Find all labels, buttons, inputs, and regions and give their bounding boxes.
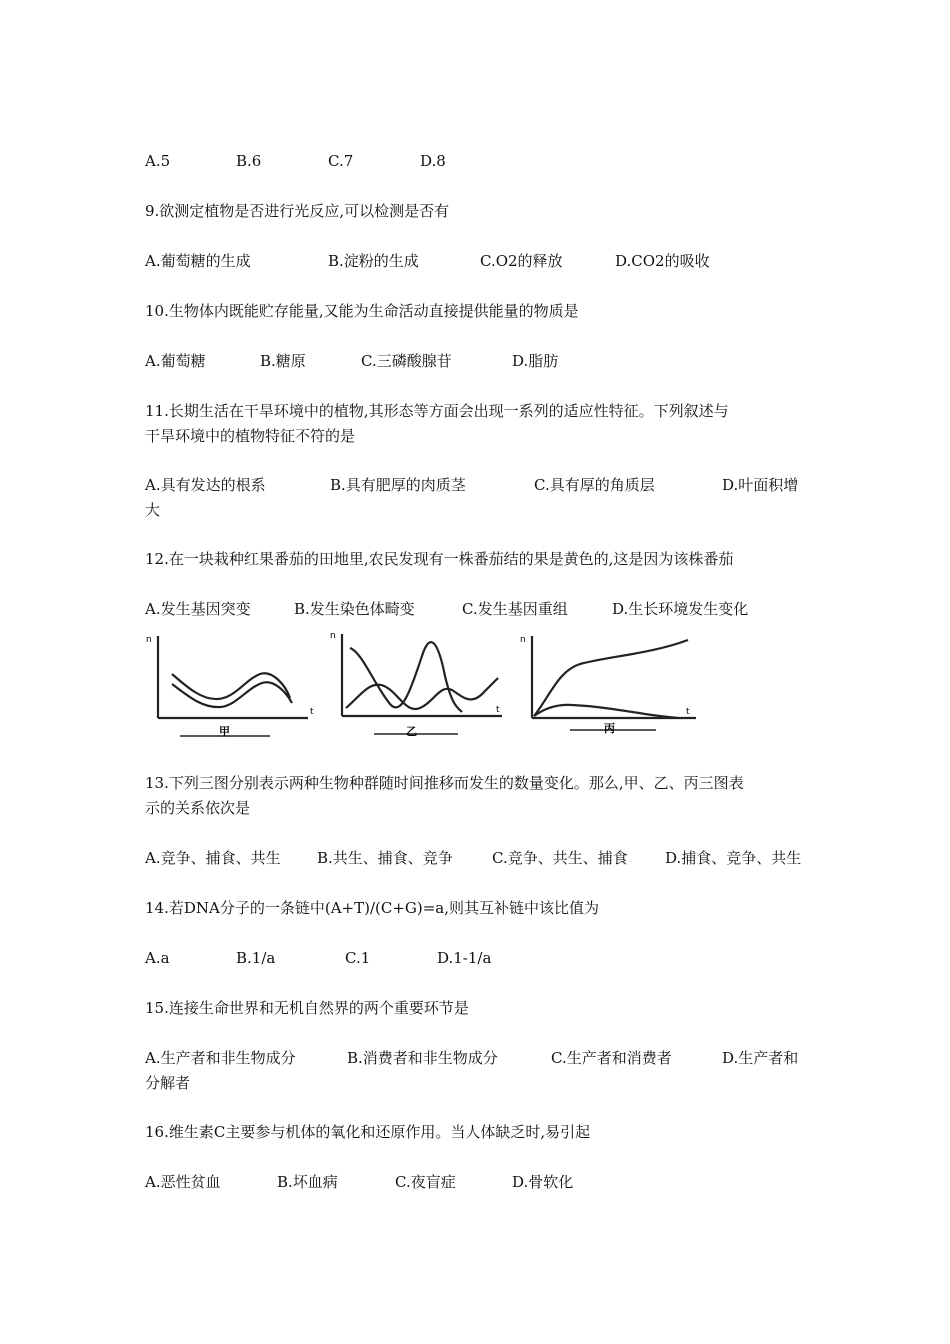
graph-jia-curve-upper bbox=[172, 673, 290, 699]
q14-option-b: B.1/a bbox=[236, 949, 276, 967]
q10-option-d: D.脂肪 bbox=[512, 352, 559, 370]
q16-option-a: A.恶性贫血 bbox=[145, 1173, 221, 1191]
q16-stem: 16.维生素C主要参与机体的氧化和还原作用。当人体缺乏时,易引起 bbox=[145, 1123, 591, 1141]
q11-option-b: B.具有肥厚的肉质茎 bbox=[330, 476, 466, 494]
graph-bing bbox=[520, 635, 696, 735]
q10-option-a: A.葡萄糖 bbox=[145, 352, 206, 370]
q11-option-a: A.具有发达的根系 bbox=[145, 476, 266, 494]
q9-option-b: B.淀粉的生成 bbox=[328, 252, 419, 270]
graph-yi-y-label: n bbox=[330, 631, 336, 641]
q14-option-c: C.1 bbox=[345, 949, 371, 967]
population-graphs bbox=[140, 626, 710, 744]
q11-option-c: C.具有厚的角质层 bbox=[534, 476, 655, 494]
q15-stem: 15.连接生命世界和无机自然界的两个重要环节是 bbox=[145, 999, 469, 1017]
q15-option-c: C.生产者和消费者 bbox=[551, 1049, 672, 1067]
graph-jia bbox=[146, 635, 314, 738]
graph-bing-y-label: n bbox=[520, 635, 526, 645]
q11-option-d-wrap: 大 bbox=[145, 501, 161, 519]
q15-option-b: B.消费者和非生物成分 bbox=[347, 1049, 498, 1067]
q13-stem-line2: 示的关系依次是 bbox=[145, 799, 251, 817]
q16-option-d: D.骨软化 bbox=[512, 1173, 574, 1191]
q13-option-c: C.竞争、共生、捕食 bbox=[492, 849, 628, 867]
q13-option-d: D.捕食、竞争、共生 bbox=[665, 849, 802, 867]
q11-stem-line1: 11.长期生活在干旱环境中的植物,其形态等方面会出现一系列的适应性特征。下列叙述与 bbox=[145, 402, 729, 420]
graph-yi-caption: 乙 bbox=[406, 725, 417, 738]
q14-option-a: A.a bbox=[145, 949, 170, 967]
graph-yi-curve-b bbox=[346, 678, 498, 709]
q8-option-b: B.6 bbox=[236, 152, 262, 170]
q10-stem: 10.生物体内既能贮存能量,又能为生命活动直接提供能量的物质是 bbox=[145, 302, 579, 320]
q9-stem: 9.欲测定植物是否进行光反应,可以检测是否有 bbox=[145, 202, 450, 220]
q9-option-a: A.葡萄糖的生成 bbox=[145, 252, 251, 270]
q10-option-c: C.三磷酸腺苷 bbox=[361, 352, 452, 370]
q15-option-d: D.生产者和 bbox=[722, 1049, 799, 1067]
graph-bing-curve-declining bbox=[534, 705, 678, 718]
graph-yi bbox=[330, 631, 502, 738]
graph-bing-caption: 丙 bbox=[604, 722, 615, 735]
graph-jia-y-label: n bbox=[146, 635, 152, 645]
q15-option-a: A.生产者和非生物成分 bbox=[145, 1049, 296, 1067]
q16-option-b: B.坏血病 bbox=[277, 1173, 338, 1191]
graph-yi-x-label: t bbox=[496, 705, 500, 715]
q13-option-b: B.共生、捕食、竞争 bbox=[317, 849, 453, 867]
q13-stem-line1: 13.下列三图分别表示两种生物种群随时间推移而发生的数量变化。那么,甲、乙、丙三图表 bbox=[145, 774, 744, 792]
q9-option-c: C.O2的释放 bbox=[480, 252, 563, 270]
q12-option-a: A.发生基因突变 bbox=[145, 600, 251, 618]
q12-option-c: C.发生基因重组 bbox=[462, 600, 568, 618]
q16-option-c: C.夜盲症 bbox=[395, 1173, 456, 1191]
q12-option-b: B.发生染色体畸变 bbox=[294, 600, 415, 618]
q8-option-c: C.7 bbox=[328, 152, 354, 170]
q11-option-d: D.叶面积增 bbox=[722, 476, 799, 494]
q14-stem: 14.若DNA分子的一条链中(A+T)/(C+G)=a,则其互补链中该比值为 bbox=[145, 899, 600, 917]
q12-stem: 12.在一块栽种红果番茄的田地里,农民发现有一株番茄结的果是黄色的,这是因为该株番茄 bbox=[145, 550, 734, 568]
q13-option-a: A.竞争、捕食、共生 bbox=[145, 849, 281, 867]
graph-bing-curve-rising bbox=[534, 640, 688, 716]
q8-option-d: D.8 bbox=[420, 152, 446, 170]
graph-jia-caption: 甲 bbox=[219, 725, 230, 738]
q15-option-d-wrap: 分解者 bbox=[145, 1074, 191, 1092]
q8-option-a: A.5 bbox=[145, 152, 171, 170]
graph-bing-x-label: t bbox=[686, 707, 690, 717]
graph-yi-curve-a bbox=[350, 642, 462, 712]
q9-option-d: D.CO2的吸收 bbox=[615, 252, 710, 270]
q11-stem-line2: 干旱环境中的植物特征不符的是 bbox=[145, 427, 356, 445]
graph-jia-x-label: t bbox=[310, 707, 314, 717]
q14-option-d: D.1-1/a bbox=[437, 949, 492, 967]
q12-option-d: D.生长环境发生变化 bbox=[612, 600, 749, 618]
q10-option-b: B.糖原 bbox=[260, 352, 306, 370]
